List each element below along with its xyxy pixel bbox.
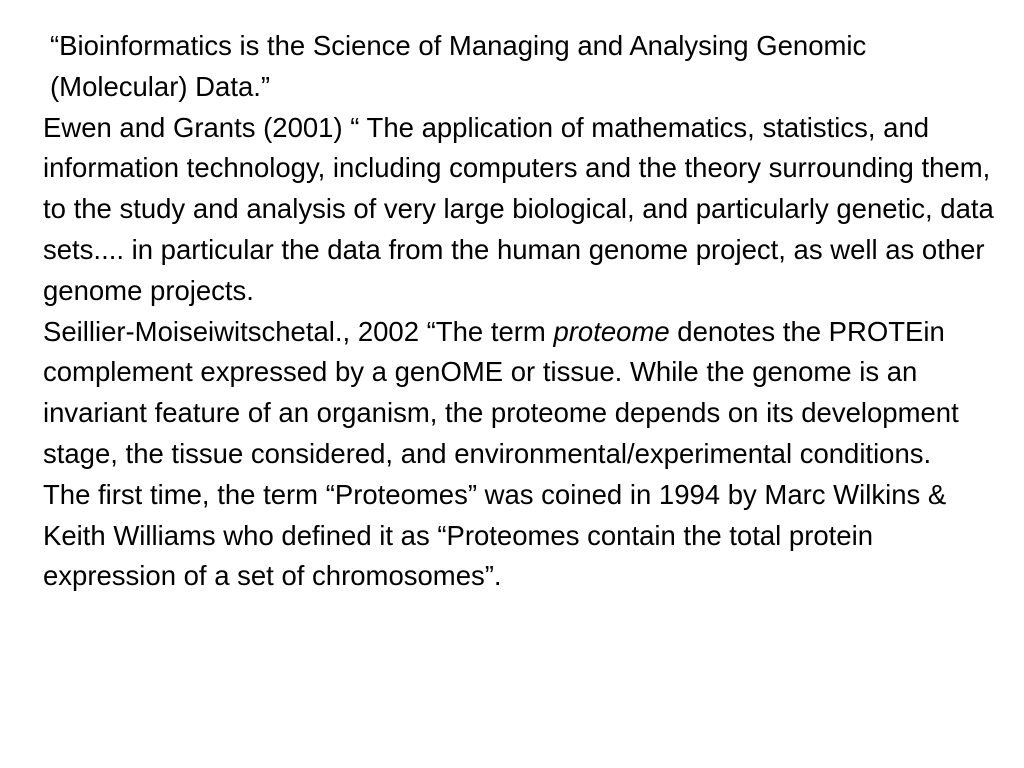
bioinformatics-definition-paragraph: “Bioinformatics is the Science of Managing and Analysing Genomic (Molecular) Data.” [50, 30, 867, 102]
proteome-term-emphasis: proteome [553, 315, 670, 347]
slide-body [43, 26, 1003, 597]
proteome-definition-text-end: denotes the PROTEin complement expressed by a genOME or tissue. While the genome is an invariant feature of an organism, the proteome depends on its development stage, the tissue considered, and environmental/experimental conditions. [43, 315, 959, 469]
proteomes-origin-paragraph: The first time, the term “Proteomes” was coined in 1994 by Marc Wilkins & Keith Williams who defined it as “Proteomes contain the total protein expression of a set of chromosomes”. [43, 478, 947, 592]
proteome-definition-paragraph [43, 312, 1003, 475]
ewen-grants-quote-paragraph: Ewen and Grants (2001) “ The application of mathematics, statistics, and information technology, including computers and the theory surrounding them, to the study and analysis of very large biological, and particularly genetic, data sets.... in particular the data from the human genome project, as well as other genome projects. [43, 111, 994, 306]
proteome-definition-text-start: Seillier-Moiseiwitschetal., 2002 “The term [43, 315, 554, 347]
